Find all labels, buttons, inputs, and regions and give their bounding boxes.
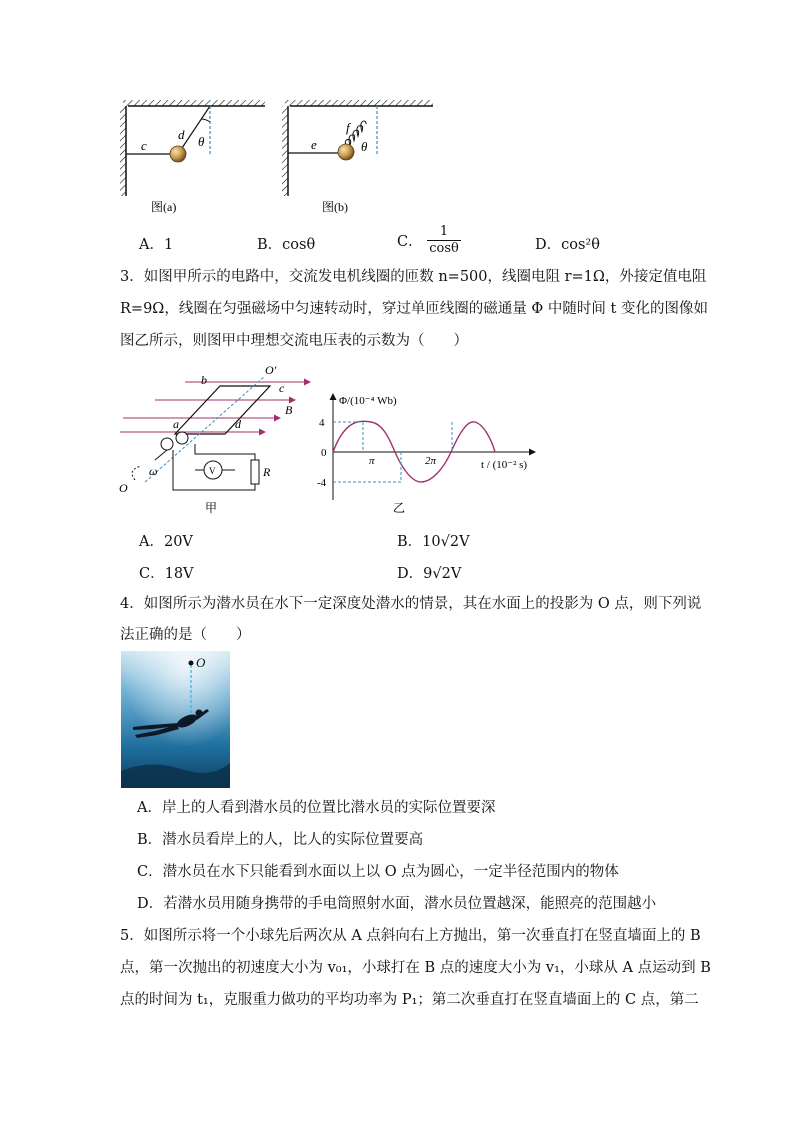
- figure-jia: [115, 362, 325, 522]
- q5-line-3: 点的时间为 t₁，克服重力做功的平均功率为 P₁；第二次垂直打在竖直墙面上的 C 点，第二: [120, 992, 699, 1008]
- diver-photo: [121, 651, 230, 788]
- q3-option-a[interactable]: A．20V: [139, 534, 193, 550]
- label-d: d: [235, 417, 241, 431]
- x-tick-2pi: 2π: [425, 455, 437, 467]
- label-O: O: [119, 481, 128, 495]
- label-a: a: [173, 417, 179, 431]
- y-tick-neg4: -4: [317, 477, 327, 489]
- q5-line-2: 点，第一次抛出的初速度大小为 v₀₁，小球打在 B 点的速度大小为 v₁，小球从 A 点运动到 B: [120, 960, 711, 976]
- photo-label-o: O: [196, 655, 206, 670]
- x-tick-pi: π: [369, 455, 375, 467]
- x-axis-label: t / (10⁻² s): [481, 459, 528, 471]
- q2-option-c[interactable]: C． $\frac{1}{\cos\theta}$: [397, 224, 459, 256]
- label-theta-b: θ: [361, 139, 368, 154]
- q3-line-2: R=9Ω，线圈在匀强磁场中匀速转动时，穿过单匝线圈的磁通量 Φ 中随时间 t 变化的图像如: [120, 301, 708, 317]
- label-R: R: [263, 465, 271, 479]
- q3-option-d[interactable]: D．9√2V: [397, 566, 462, 582]
- label-c: c: [279, 381, 285, 395]
- q3-option-b[interactable]: B．10√2V: [397, 534, 470, 550]
- label-e: e: [311, 137, 317, 152]
- caption-b: 图(b): [322, 200, 348, 214]
- q4-option-b[interactable]: B．潜水员看岸上的人，比人的实际位置要高: [137, 832, 424, 848]
- y-tick-4: 4: [319, 417, 325, 429]
- figure-ab: [115, 96, 445, 221]
- q5-line-1: 5．如图所示将一个小球先后两次从 A 点斜向右上方抛出，第一次垂直打在竖直墙面上的 B: [120, 928, 701, 944]
- q2-option-b[interactable]: B．cosθ: [257, 237, 316, 253]
- q3-line-3: 图乙所示，则图甲中理想交流电压表的示数为（ ）: [120, 333, 468, 349]
- q3-option-c[interactable]: C．18V: [139, 566, 194, 582]
- label-c: c: [141, 138, 147, 153]
- label-f: f: [346, 120, 350, 135]
- label-b: b: [201, 373, 207, 387]
- label-B: B: [285, 403, 293, 417]
- q4-line-1: 4．如图所示为潜水员在水下一定深度处潜水的情景，其在水面上的投影为 O 点，则下列说: [120, 596, 702, 612]
- caption-a: 图(a): [151, 200, 177, 214]
- label-d: d: [178, 127, 185, 142]
- figure-a: [120, 100, 265, 214]
- fraction: $\frac{1}{\cos\theta}$: [429, 224, 459, 256]
- q4-option-c[interactable]: C．潜水员在水下只能看到水面以上以 O 点为圆心，一定半径范围内的物体: [137, 864, 619, 880]
- label-o-prime: O′: [265, 363, 277, 377]
- q2-option-a[interactable]: A．1: [139, 237, 174, 253]
- q3-line-1: 3．如图甲所示的电路中，交流发电机线圈的匝数 n=500，线圈电阻 r=1Ω，外接定值电阻: [120, 269, 707, 285]
- label-omega: ω: [149, 464, 158, 478]
- caption-jia: 甲: [205, 501, 218, 515]
- figure-b: [282, 100, 433, 214]
- label-theta-a: θ: [198, 134, 205, 149]
- q4-option-d[interactable]: D．若潜水员用随身携带的手电筒照射水面，潜水员位置越深，能照亮的范围越小: [137, 896, 657, 912]
- q4-option-a[interactable]: A．岸上的人看到潜水员的位置比潜水员的实际位置要深: [137, 800, 496, 816]
- caption-yi: 乙: [393, 501, 406, 515]
- y-tick-0: 0: [321, 447, 327, 459]
- q4-line-2: 法正确的是（ ）: [120, 627, 251, 643]
- q2-option-d[interactable]: D．cos²θ: [535, 237, 600, 253]
- figure-yi: [315, 390, 545, 515]
- y-axis-label: Φ/(10⁻⁴ Wb): [339, 395, 397, 407]
- voltmeter-label: V: [209, 466, 216, 476]
